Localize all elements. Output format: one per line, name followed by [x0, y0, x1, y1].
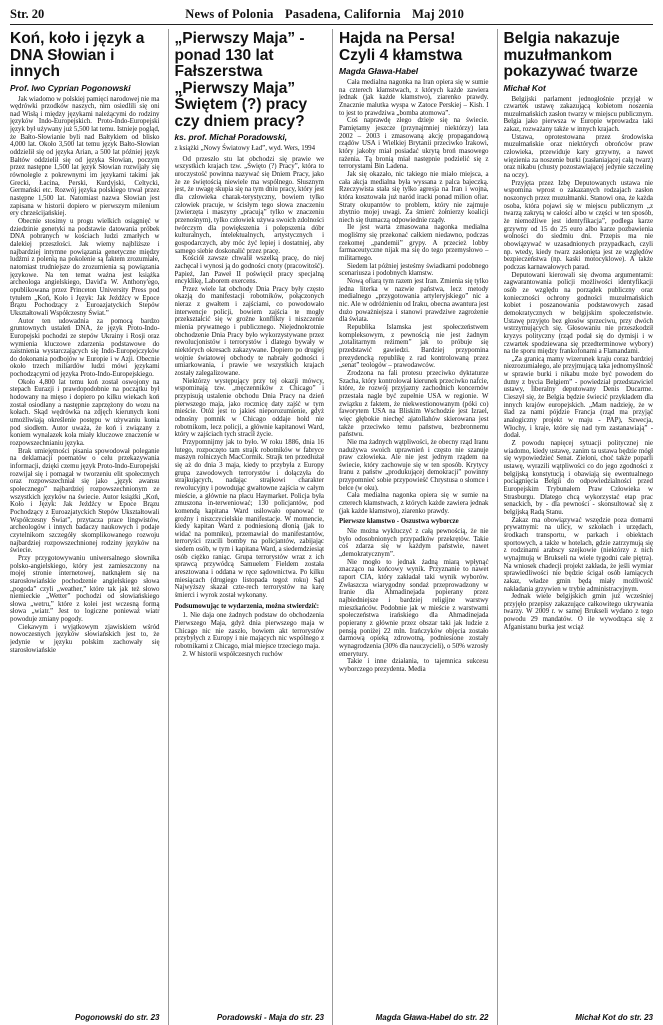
continued-note: Poradowski - Maja do str. 23 [216, 1013, 324, 1022]
paragraph: Jak się okazało, nic takiego nie miało miejsca, a cała akcja medialna była wyssana z palca bajeczką. Rzeczywista stała się tylko agresja na Iran i wojna, która kosztowała już naród iracki ponad milion ofiar. Straty okupantów to problem, który nie zajmuje zbytnio mojej uwagi. Za śmierć żołnierzy koalicji niech się tłumaczą odpowiednie rządy. [339, 170, 489, 224]
paragraph: Przy przygotowywaniu uniwersalnego słownika polsko-angielskiego, który jest zamieszczony na mojej stronie internetowej, natknąłem się na starosłowiańskie pochodzenie angielskiego słowa „pogoda” czyli „weather,” które tak jak też słowo niemieckie „Wetter” pochodzi od słowiańskiego słowa „wetru,” które z kolei jest wczesną formą słowa „wiatr.” Jest to logiczne ponieważ wiatr powoduje zmiany pogody. [10, 554, 160, 624]
publication-name: News of Polonia [185, 7, 274, 21]
article-headline: „Pierwszy Maja” - ponad 130 lat Fałszerstwa „Pierwszy Maja” Świętem (?) pracy czy dniem pracy? [174, 30, 308, 130]
article-body [339, 79, 489, 1012]
paragraph: Przypomnijmy jak to było. W roku 1886, dnia 16 lutego, rozpoczęto tam strajk robotników w fabryce maszyn rolniczych MacCormik. Strajk ten przedłużał się aż do dnia 3 maja, kiedy to przybyła z Europy grupa zawodowych terrorystów i dołączyła do strajkujących, nadając strajkowi charakter rewolucyjny i powodując gwałtowne zajścia w całym mieście, a głównie na placu Haymarket. Policja była zmuszona in-terweniować; 130 policjantów, pod komendą kapitana Ward usiłowało opanować te groźny i niszczycielskie manifestacje. W momencie, kiedy kapitan Ward z podniesioną dłonią (jak to widać na pomniku), przemawiał do manifestantów, terroryści rzucili bomby na policjantów, zabijając siedem osób, w tym i kapitana Ward, a siedemdziesiąt osób ciężko raniąc. Grupa terrorystów wraz z ich sprawcą przywódcą Samuelem Fieldem została aresztowana i oddana w ręce sądownictwa. Po kilku miesiącach (drugiego listopada tegoż roku) Sąd Najwyższy skazał czte-rech terrorystów na karę śmierci i wyrok został wykonany. [174, 438, 324, 600]
continued-note: Michał Kot do str. 23 [575, 1013, 653, 1022]
paragraph: Przez wiele lat obchody Dnia Pracy były często okazją do manifestacji robotników, połączonych nieraz z gwałtem i zajściami, co powodowało interwencje policji, bowiem zajścia te mogły przekształcić się w groźne konflikty i niszczenie mienia prywatnego i publicznego. Niejednokrotnie obchodzenie Dnia Pracy było wykorzystywane przez rewolucjonistów i terrorystów i dlatego bywały w niektórych okresach zakazywane. Dopiero po drugiej wojnie światowej obchody te nabrały godności i umiarkowania, i prawie we wszystkich krajach zostały zalegalizowane. [174, 285, 324, 378]
continued-note: Pogonowski do str. 23 [75, 1013, 160, 1022]
paragraph: Niektórzy występujący przy tej okazji mówcy, wspominają tzw. „męczenników z Chicago” i przypisują ustalenie obchodu Dnia Pracy na dzień pierwszego maja, jako rocznicę daty zajść w tym mieście. Otóż jest to jakieś nieporozumienie, gdyż odnośny pomnik w Chicago oddaje hołd nie robotnikom, lecz policji, a głównie kapitanowi Ward, który w zajściach tych stracił życie. [174, 377, 324, 439]
paragraph: 2. W historii współczesnych ruchów [182, 650, 283, 658]
paragraph: Nie można wykluczyć z całą pewnością, że nie było odosobnionych przypadków przekrętów. Takie coś zdarza się w każdym państwie, nawet „demokratycznym”. [339, 528, 489, 559]
issue-date: Maj 2010 [412, 7, 465, 21]
paragraph: Z powodu napięcej sytuacji politycznej nie wiadomo, kiedy ustawę, zanim ta ustawa będzie mógł się wypowiedzieć Senat. Zieloni, choć także poparli ustawę, wyrazili wątpliwości co do jego zgodności z belgijską konstytucją i obawiają się ewentualnego pociągnięcia Belgii do odpowiedzialności przed Europejskim Trybunałem Praw Człowieka w Strasburgu. Dlatego chcą wykorzystać etap prac senackich, by - dla pewności - skonsultować się z belgijską Radą Stanu. [503, 440, 653, 516]
article-kon-kolo-jezyk [10, 29, 160, 1025]
paragraph: Jednak wiele belgijskich gmin już wcześniej przyjęło przepisy zakazujące całkowitego ukrywania twarzy. W 2009 r. w samej Brukseli wydano z tego powodu 29 mandatów. O ile wywodząca się z Afganistanu burka jest wciąż [503, 593, 653, 631]
article-headline: Koń, koło i język a DNA Słowian i innych [10, 30, 145, 80]
paragraph: Coś naprawdę złego dzieje się na świecie. Pamiętamy jeszcze (przynajmniej niektórzy) lata 2002 – 2003 i zmasowaną akcję propagandową rządów USA i Wielkiej Brytanii przeciwko Irakowi, który jakoby miał posiadać ukrytą broń masowego rażenia. Tą bronią miał następnie podzielić się z terrorystami Bin Ladena. [339, 117, 489, 171]
article-headline: Belgia nakazuje muzułmankom pokazywać twarze [503, 30, 638, 80]
paragraph: 1. Nie daja one żadnych podstaw do obchodzenia Pierwszego Maja, gdyż dnia pierwszego maja w Chicago nic nie zaszło, bowiem akt terrorystów przybyłych z Europy i nie mających nic wspólnego z robotnikami z Chicago, miał miejsce trzeciego maja. [174, 612, 324, 650]
article-byline: Magda Gława-Habel [339, 66, 419, 76]
article-subheading: Pierwsze kłamstwo - Oszustwa wyborcze [339, 518, 459, 526]
article-subheading: Podsumowując te wydarzenia, można stwierdzić: [174, 602, 319, 610]
article-body [10, 96, 160, 1013]
paragraph: Cała medialna nagonka na Iran opiera się w sumie na czterech kłamstwach, z których każde zawiera jednak (jak każde kłamstwo), ziarenko prawdy. Znacznie malutka wyspa w Zatoce Perskiej – Kish. I to jest to prawdziwa „bomba atomowa”. [339, 79, 489, 117]
paragraph: Takie i inne działania, to tajemnica sukcesu wyborczego prezydenta. Media [339, 658, 489, 673]
paragraph: Nową ofiarą tym razem jest Iran. Zmienia się tylko jedna literka w nazwie państwa, lecz metody medialnego „przygotowania artyleryjskiego” nic a nic. Ale w odróżnieniu od Iraku, obecna awantura jest dużo poważniejsza i stanowi prawdziwe zagrożenie dla świata. [339, 278, 489, 324]
paragraph: Ile jest warta zmasowana nagonka medialna mogliśmy się przekonać całkiem niedawno, podczas rzekomej „pandemii” grypy. A przecież lobby farmaceutyczne nijak ma się do tego przemysłowo – militarnego. [339, 224, 489, 263]
article-body [504, 96, 654, 1013]
paragraph: Republika Islamska jest społeczeństwem kompleksowym, z pewnością nie jest żadnym „totalitarnym reżimem” jak to próbuje się przedstawić gawiedzi. Bardziej przypomina prezydencką republikę z rad kontrolowaną przez „senat” teologów – prawodawców. [339, 324, 489, 370]
article-body [175, 156, 325, 1012]
paragraph: Cała medialna nagonka opiera się w sumie na czterech kłamstwach, z których każde zawiera jednak (jak każde kłamstwo), ziarenko prawdy. [339, 492, 489, 515]
paragraph: Ciekawym i wyjątkowym zjawiskiem wśród nowoczesnych języków słowiańskich jest to, że jedynie w języku polskim zachowały się starosłowiańskie [10, 623, 160, 654]
paragraph: Około 4,800 lat temu koń został oswojony na stepach Eurazji i prawdopodobnie na początku był hodowany na mięso i dopiero po kilku wiekach koń został osiodłany a następnie zaprzężony do wozu na kołach. Skąd wędrówka na zdjęch kierunych koni umożliwiają określenie postępu w używaniu konia pod siodłem. Autor uważa, że koń i związany z koniem wynalazek koła miały kluczowe znaczenie w rozpowszechnianiu języka. [10, 378, 160, 448]
paragraph: Obecnie stosimy u progu wielkich osiągnięć w dziedzinie genetyki na podstawie datowania próbek DNA pobranych w kościach ludzi zmarłych w dalekiej przeszłości. Jak wiemy najbliższe i najbardziej intymne powiązania genetyczne między ludźmi z polenią na pokolenie są faktem zrozumiałe, natomiast trudniejsze do zrozumienia są powiązania językowe. Na ten temat ważna jest książka archeologa angielskiego, David'a W. Anthony'ego, opublikowana przez Princeton University Press pod tytułem „Koń, Koło i Język: Jak Jeźdźcy w Epoce Brązu Pochodzący z Euroazjatyckich Stepów Ukształtowali Współczesny Świat.” [10, 218, 160, 317]
article-byline: ks. prof. Michał Poradowski, [174, 132, 288, 142]
article-source-note: z książki „Nowy Światowy Ład”, wyd. Wers, 1994 [174, 145, 316, 152]
masthead [10, 4, 653, 25]
article-belgia-zakaz [497, 29, 654, 1025]
paragraph: Jak wiadomo w polskiej pamięci narodowej nie ma wędrówki przodków naszych, nim osiedlili się oni nad Wisłą i między językami należącymi do rodziny języków Indo-Europejskich. Proto-Indo-Europejski język był używany już 5,500 lat temu. Istnieje pogląd, że Bałto-Słowianie byli nad Bałtykiem od blisko 4,000 lat. Około 3,500 lat temu język Bałto-Słowian oddzielił się od języka Arian, a 500 lat później język Bałtów oddzielił się od języka Słowian, poczym przez następne 1,500 lat język Słowian rozwijały się równolegle z pokrewnymi im językami takimi jak Grecki, Łacina, Perski, Kurdyjski, Celtycki, Germański etc. Rozwój języka polskiego trwał przez następne 1,500 lat. Natomiast nazwa Słowian jest zapisana w historii dopiero w pierwszym milenium ery chrześcijańskiej. [10, 95, 160, 218]
paragraph: Belgijski parlament jednogłośnie przyjął w czwartek ustawę zakazującą kobietom noszenia muzułmańskich zasłon twarzy w miejscu publicznym. Belgia jako pierwsza w Europie wprowadza taki zakaz, rozważany także w innych krajach. [503, 95, 653, 134]
article-byline: Prof. Iwo Cyprian Pogonowski [10, 82, 131, 93]
masthead-title [185, 7, 472, 22]
publication-location: Pasadena, California [284, 7, 401, 21]
paragraph: Autor ten udowadnia za pomocą bardzo gruntownych ustaleń DNA, że język Proto-Indo-Europejski pochodzi ze stepów Ukrainy i Rosji oraz wymienia kluczowe zdarzenia podstawowe do zaistnienia wystarczających się Indo-Europejczyków do dokonania podbojów w Europie i w Azji. Obecnie około trzech miliardów ludzi mówi językami pochodzącymi od języka Proto-Indo-Europejskiego. [10, 317, 160, 379]
paragraph: Brak umiejętności pisania spowodował poleganie na deklamacji poematów o celu przekazywania informacji, dzięki czemu język Proto-Indo-Europejski rozwijał się i pomagał w tworzeniu elit społecznych oraz rozpowszechniał się jako „język awansu społecznego” najbardziej rozpowszechnionym ze wszystkich języków na świecie. Autor książki „Koń, Koło i Język: Jak Jeźdźcy w Epoce Brązu Pochodzący z Euroazjatyckich Stepów Ukształtowali Współczesny Świat”, przytacza prace lingwistów, archeologów i innych badaczy naukowych i podaje czytelnikom szczegóły skomplikowanego rozwoju najbardziej rozpowszechnionej rodziny języków na świecie. [10, 447, 160, 555]
paragraph: Nie ma żadnych wątpliwości, że obecny rząd Iranu nadużywa swoich uprawnień i często nie szanuje praw człowieka. Ale nie jest jednym rządem na świecie, który zachowuje się w ten sposób. Krytycy Iranu z państw „produkującej demokracji” powinny przypomnieć sobie przypowieść Chrystusa o słomce i belce (w oku). [339, 438, 489, 492]
paragraph: Przyjęta przez Izbę Deputowanych ustawa nie wspomina wprost o zakazanych rodzajach zasłon noszonych przez muzułmanki. Stanowi ona, że każda osoba, która pojawi się w miejscu publicznym „z twarzą zakrytą w całości albo w części w ten sposób, że niemożliwe jest identyfikacja”, podlega karze grzywny od 15 do 25 euro albo karze pozbawienia wolności do siedmiu dni. Przepis ma nie obowiązywać w uzasadnionych przypadkach, czyli np. wtedy, kiedy twarz zasłonięta jest ze względów bezpieczeństwa (np. kaski motocyklowe). A także podczas karnawałowych parad. [503, 179, 653, 271]
page-number: Str. 20 [10, 7, 45, 21]
paragraph: Od przeszło stu lat obchodzi się prawie we wszystkich krajach tzw. „Święto (?) Pracy”, która to uroczystość powinna nazywać się Dniem Pracy, jako że ze świętością niewiele ma wspólnego. Słusznym jest, że uwagę skupia się na tym dniu pracy, który jest dla człowieka charak-terystyczny, bowiem tylko człowiek pracuje, w ścisłym tego słowa znaczeniu (zwierzęta i maszyny „pracują” tylko w znaczeniu przenośnym), tylko człowiek używa swoich zdolności twórczym dla powiększenia i polepszenia dóbr kulturalnych, intelektualnych, artystycznych i gospodarczych, aby móc żyć lepiej i dostatniej, aby samego siebie doskonalić przez pracę. [174, 155, 324, 255]
article-headline: Hajda na Persa! Czyli 4 kłamstwa [339, 30, 463, 64]
continued-note: Magda Gława-Habel do str. 22 [375, 1013, 489, 1022]
paragraph: Nie mogło to jednak żadną miarą wpłynąć znacząco na końcowy wynik. Przyznanie to nawet raport CIA, który zakładał taki wynik wyborów. Zwłaszcza wiarygodny sondaż przeprowadzony w Iranie dla Ahmadinejada popierany przez najbiedniejsze i bardziej religijne warstwy mieszkańców. Podobnie jak w mieście z warstwami społeczeństwa irańskiego dla Ahmadinejada popierany z głównie przez obszar taki jak ludzie z pensją poniżej 22 mln. Irańczyków objęcia zostało darmową opieką zdrowotną, podniesione zostały wynagrodzenia (30% dla nauczycieli), o 50% wzrosły emerytury. [339, 558, 489, 658]
article-pierwszy-maja [168, 29, 325, 1025]
paragraph: Zrodzona na fali protesu przeciwko dyktaturze Szacha, który kontrolował kierunek przeciwko nafcie, które, że rozwój przyjazny zachodnich koncernów przestała nagle być zupełnie USA w regionie. W związku z faktem, że niekwestionowanym (póki co) faworytem USA na Bliskim Wschodzie jest Izrael, więc głębokie niechęć ajatollahów skierowana jest także przeciwko temu państwu, bezbronnemu państwu. [339, 369, 489, 439]
paragraph: Kościół zawsze chwalił wszelką pracę, do niej zachęcał i wynosi ją do godności cnoty (pracowitość). Papież, Jan Paweł II poświęcił pracy specjalną encyklikę, Laborem exercens. [174, 255, 324, 286]
paragraph: Deputowani kierowali się dwoma argumentami: zagwarantowania policji możliwości identyfikacji osób ze względu na porządek publiczny oraz konieczności ochrony godności muzułmańskich kobiet i poszanowania podstawowych zasad demokratycznych w belgijskim społeczeństwie. Ustawę przyjęto bez głosów sprzeciwu, przy dwóch wstrzymujących się. Głosowaniu nie przeszkodził kryzys polityczny (rząd podał się do dymisji i w czwartek spodziewana się przedterminowe wybory) na tle sporu między frankofonami a Flamandami. [503, 271, 653, 356]
article-byline: Michał Kot [503, 82, 546, 93]
paragraph: Ustawa, oprotestowana przez środowiska muzułmańskie oraz niektórych obrońców praw człowieka, przewiduje kary grzywny, a nawet więzienia za noszenie burki (zasłaniającej całą twarz) oraz nikabu (chusty pozostawiającej jedynie szczelinę na oczy). [503, 133, 653, 180]
article-columns [10, 29, 653, 1025]
paragraph: Siedem lat później jesteśmy świadkami podobnego scenariusza i podobnych kłamstw. [339, 262, 489, 278]
paragraph: „Za granicą mamy wizerunek kraju coraz bardziej niezrozumiałego, ale przyjmującą taka jednomyślność w sprawie burki i nikabu może być powodem do dumy z bycia Belgiem” - powiedział przedstawiciel ustawy, liberalny deputowany Denis Ducarme. Cieszył się, że Belgia będzie świecić przykładem dla innych krajów europejskich. „Mam nadzieję, że w ślad za nami pójdzie Francja (rząd ma przyjąć analogiczny projekt w maju - PAP), Szwecja, Włochy, i kraje, które się nad tym zastanawiają” - dodał. [503, 355, 653, 440]
paragraph: Zakaz ma obowiązywać wszędzie poza domami prywatnymi: na ulicy, w szkołach i urzędach, środkach transportu, w parkach i obiektach sportowych, a także w hotelach, gdzie zatrzymują się z rodzinami arabscy szejkowie (niektórzy z nich wynajmują w Brukseli na wiele tygodni całe piętra). Na wniosek chadecji projekt zakłada, że jeśli wymiar sprawiedliwości nie będzie ścigał osób łamiących zakaz, władze gmin będą miały możliwość nakładania grzywien w trybie administracyjnym. [503, 516, 653, 593]
article-hajda-na-persa [332, 29, 489, 1025]
